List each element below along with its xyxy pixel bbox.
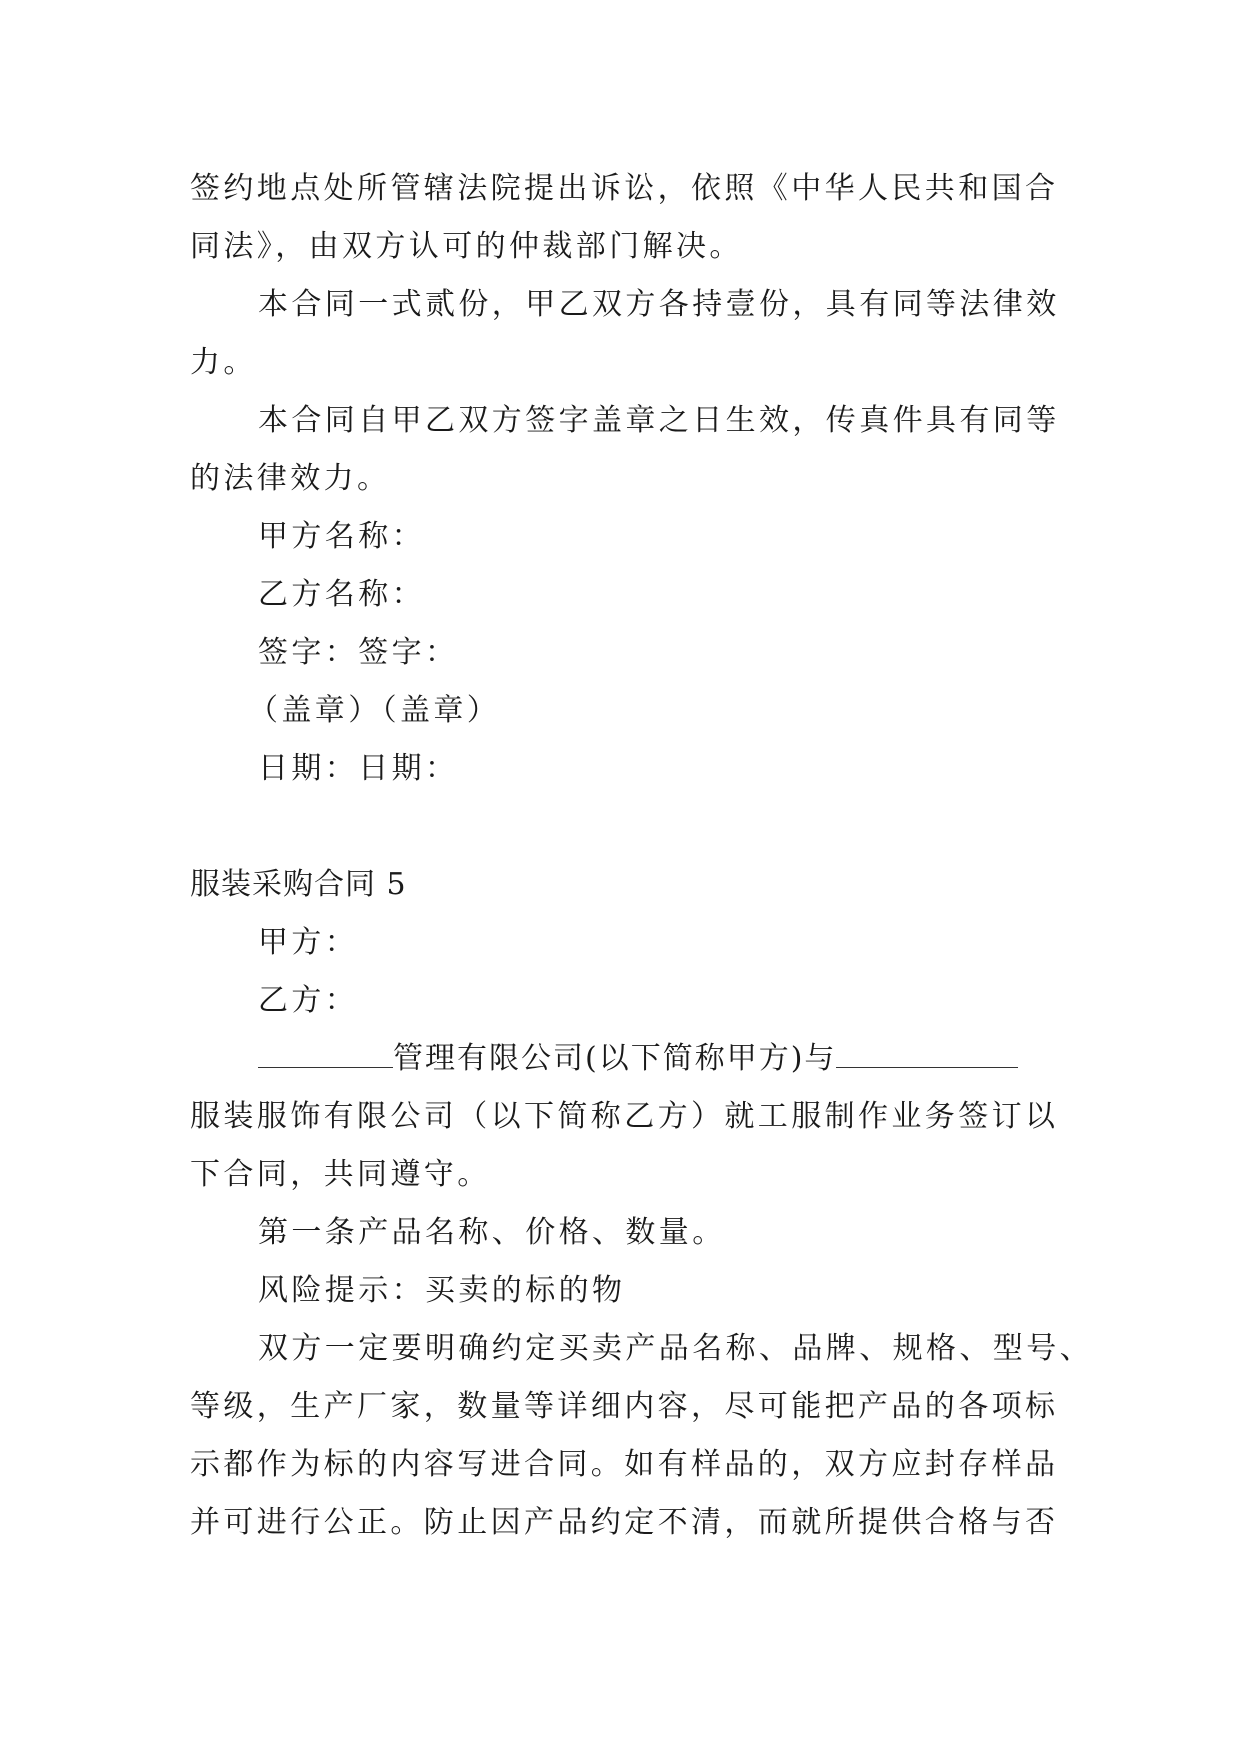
paragraph-line: 服装服饰有限公司（以下简称乙方）就工服制作业务签订以 [190,1099,1059,1134]
seal-label: （盖章）（盖章） [248,693,501,728]
article-heading: 第一条产品名称、价格、数量。 [258,1215,726,1250]
document-page [190,160,1093,1552]
section-title: 服装采购合同 5 [190,867,407,902]
date-label: 日期：日期： [258,751,459,786]
risk-tip: 风险提示：买卖的标的物 [258,1273,626,1308]
paragraph-line: 的法律效力。 [190,461,391,496]
party-b-name-label: 乙方名称： [258,577,425,612]
paragraph-line: 签约地点处所管辖法院提出诉讼，依照《中华人民共和国合 [190,171,1059,206]
paragraph-line: 力。 [190,345,257,380]
fill-in-blank[interactable] [258,1041,393,1068]
spacer [190,798,1050,856]
intro-line [190,1030,1050,1088]
party-a-name-label: 甲方名称： [258,519,425,554]
paragraph-line: 等级，生产厂家，数量等详细内容，尽可能把产品的各项标 [190,1389,1059,1424]
intro-text: 管理有限公司(以下简称甲方)与 [393,1041,837,1076]
signature-label: 签字：签字： [258,635,459,670]
party-a-label: 甲方： [258,925,359,960]
paragraph-line: 双方一定要明确约定买卖产品名称、品牌、规格、型号、 [258,1331,1093,1366]
party-b-label: 乙方： [258,983,359,1018]
paragraph-line: 同法》，由双方认可的仲裁部门解决。 [190,229,743,264]
paragraph-line: 本合同自甲乙双方签字盖章之日生效，传真件具有同等 [258,403,1060,438]
paragraph-line: 本合同一式贰份，甲乙双方各持壹份，具有同等法律效 [258,287,1060,322]
paragraph-line: 并可进行公正。防止因产品约定不清，而就所提供合格与否 [190,1505,1059,1540]
fill-in-blank[interactable] [836,1041,1018,1068]
paragraph-line: 下合同，共同遵守。 [190,1157,491,1192]
paragraph-line: 示都作为标的内容写进合同。如有样品的，双方应封存样品 [190,1447,1059,1482]
